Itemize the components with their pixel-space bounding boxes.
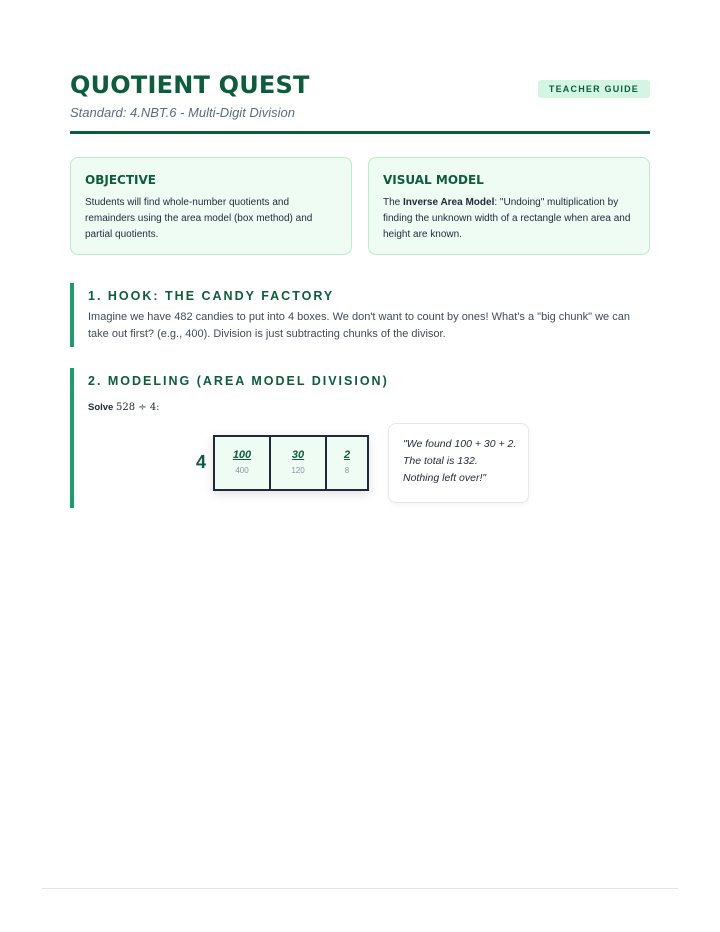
- hook-text: Imagine we have 482 candies to put into 4 boxes. We don't want to count by ones! What's a "big chunk" we can take out first? (e.g., 400). Division is just subtracting chunks of the divisor.: [88, 311, 630, 340]
- solve-prompt: [88, 402, 650, 414]
- visual-model-text: [383, 195, 635, 243]
- partial-product: 8: [344, 466, 350, 475]
- teacher-guide-badge: TEACHER GUIDE: [538, 80, 650, 98]
- area-cell: [215, 437, 269, 489]
- modeling-title: 2. MODELING (AREA MODEL DIVISION): [88, 374, 389, 388]
- divisor-label: 4: [196, 452, 207, 472]
- visual-model-text-suffix: : "Undoing" multiplication by finding the unknown width of a rectangle when area and height are known.: [383, 197, 631, 240]
- partial-quotient: 100: [232, 449, 252, 461]
- visual-model-card: [368, 157, 650, 255]
- standard-subtitle: Standard: 4.NBT.6 - Multi-Digit Division: [70, 105, 295, 120]
- note-line: The total is 132.: [403, 455, 478, 467]
- lesson-page: [70, 0, 650, 508]
- hook-title: 1. HOOK: THE CANDY FACTORY: [88, 289, 335, 303]
- teacher-script-note: [388, 423, 529, 503]
- visual-model-text-prefix: The: [383, 197, 404, 208]
- note-line: Nothing left over!": [403, 472, 487, 484]
- area-cell: [269, 437, 325, 489]
- partial-product: 120: [291, 466, 305, 475]
- visual-model-term: Inverse Area Model: [403, 197, 495, 208]
- page-title: QUOTIENT QUEST: [70, 71, 310, 99]
- note-line: "We found 100 + 30 + 2.: [403, 438, 517, 450]
- area-cell: [325, 437, 367, 489]
- partial-quotient: 30: [291, 449, 305, 461]
- objective-title: OBJECTIVE: [85, 173, 156, 187]
- footer-divider: [42, 888, 678, 889]
- visual-model-title: VISUAL MODEL: [383, 173, 484, 187]
- objective-text: Students will find whole-number quotients and remainders using the area model (box method) and partial quotients.: [85, 197, 313, 240]
- partial-product: 400: [235, 466, 249, 475]
- solve-label: Solve: [88, 402, 114, 413]
- area-model-box: [213, 435, 369, 491]
- modeling-section: [70, 368, 650, 508]
- division-problem: 528 ÷ 4:: [116, 402, 160, 413]
- page-header: [70, 0, 650, 134]
- partial-quotient: 2: [343, 449, 351, 461]
- info-cards: [70, 157, 650, 255]
- objective-card: [70, 157, 352, 255]
- header-divider: [70, 131, 650, 134]
- hook-section: [70, 283, 650, 347]
